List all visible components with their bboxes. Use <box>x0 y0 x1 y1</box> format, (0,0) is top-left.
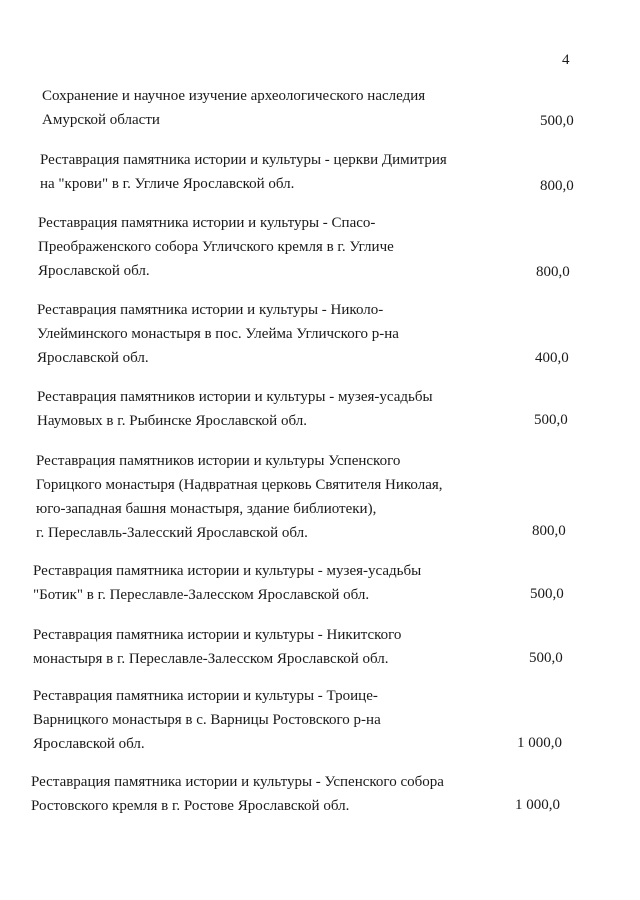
entry-amount: 800,0 <box>532 523 566 539</box>
entry-line: Горицкого монастыря (Надвратная церковь Святителя Николая, <box>36 477 443 493</box>
entry-line: юго-западная башня монастыря, здание библиотеки), <box>36 501 377 517</box>
entry-line: Ярославской обл. <box>38 263 150 279</box>
entry <box>33 623 401 671</box>
entry-line: монастыря в г. Переславле-Залесском Ярославской обл. <box>33 651 389 667</box>
entry-description <box>37 298 399 370</box>
entry-line: Реставрация памятника истории и культуры - Спасо- <box>38 215 376 231</box>
entry-description <box>33 623 401 671</box>
entry-line: г. Переславль-Залесский Ярославской обл. <box>36 525 308 541</box>
entry-line: Реставрация памятника истории и культуры - Николо- <box>37 302 384 318</box>
entry-description <box>42 84 425 132</box>
entry <box>40 148 447 196</box>
entry-line: на "крови" в г. Угличе Ярославской обл. <box>40 176 295 192</box>
entry-line: Варницкого монастыря в с. Варницы Ростовского р-на <box>33 712 381 728</box>
entry-amount: 1 000,0 <box>517 735 562 751</box>
entry <box>37 385 433 433</box>
entry-line: Реставрация памятника истории и культуры - музея-усадьбы <box>33 563 422 579</box>
entry-line: Ярославской обл. <box>33 736 145 752</box>
entry-line: Реставрация памятников истории и культуры Успенского <box>36 453 401 469</box>
entry <box>38 211 394 283</box>
page-number: 4 <box>562 52 570 68</box>
entry-line: Амурской области <box>42 112 160 128</box>
entry-line: Ярославской обл. <box>37 350 149 366</box>
entry-line: Ростовского кремля в г. Ростове Ярославской обл. <box>31 798 350 814</box>
entry <box>31 770 444 818</box>
entry-description <box>38 211 394 283</box>
entry-line: Реставрация памятника истории и культуры - Успенского собора <box>31 774 444 790</box>
entry-description <box>31 770 444 818</box>
entry-amount: 500,0 <box>529 650 563 666</box>
entry <box>42 84 425 132</box>
entry-description <box>37 385 433 433</box>
entry-line: Реставрация памятника истории и культуры - церкви Димитрия <box>40 152 447 168</box>
entry <box>33 684 381 756</box>
entry-line: "Ботик" в г. Переславле-Залесском Ярославской обл. <box>33 587 370 603</box>
entry-line: Преображенского собора Угличского кремля в г. Угличе <box>38 239 394 255</box>
entry-description <box>33 684 381 756</box>
entry-line: Наумовых в г. Рыбинске Ярославской обл. <box>37 413 307 429</box>
entry-line: Улейминского монастыря в пос. Улейма Угличского р-на <box>37 326 399 342</box>
entry-amount: 500,0 <box>530 586 564 602</box>
entry <box>37 298 399 370</box>
entry-amount: 500,0 <box>534 412 568 428</box>
entry-line: Реставрация памятников истории и культуры - музея-усадьбы <box>37 389 433 405</box>
entry-line: Реставрация памятника истории и культуры - Троице- <box>33 688 378 704</box>
entry-amount: 1 000,0 <box>515 797 560 813</box>
entry-amount: 800,0 <box>540 178 574 194</box>
entry-description <box>36 449 443 545</box>
entry-line: Сохранение и научное изучение археологического наследия <box>42 88 426 104</box>
entry-line: Реставрация памятника истории и культуры - Никитского <box>33 627 402 643</box>
entry-description <box>33 559 421 607</box>
entry-amount: 500,0 <box>540 113 574 129</box>
entry-amount: 800,0 <box>536 264 570 280</box>
entry-amount: 400,0 <box>535 350 569 366</box>
entry <box>33 559 421 607</box>
entry <box>36 449 443 545</box>
entry-description <box>40 148 447 196</box>
